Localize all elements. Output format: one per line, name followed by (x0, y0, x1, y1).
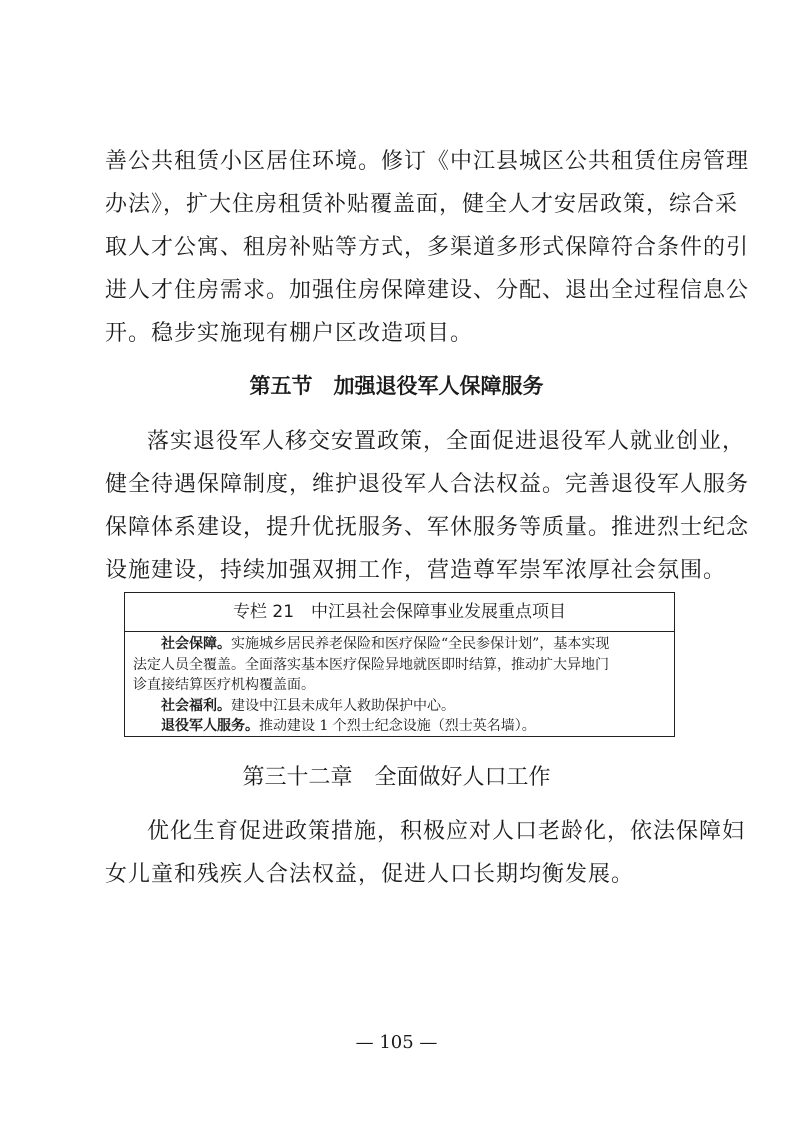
box-line (133, 716, 666, 737)
box-line: 诊直接结算医疗机构覆盖面。 (133, 677, 315, 693)
text-line: 保障体系建设，提升优抚服务、军休服务等质量。推进烈士纪念 (105, 515, 750, 540)
section-heading: 第五节 加强退役军人保障服务 (249, 374, 544, 398)
text-line: 落实退役军人移交安置政策，全面促进退役军人就业创业， (147, 429, 746, 454)
box-line: 法定人员全覆盖。全面落实基本医疗保险异地就医即时结算，推动扩大异地门 (133, 656, 609, 673)
text-line: 女儿童和残疾人合法权益，促进人口长期均衡发展。 (105, 862, 635, 887)
box-line (133, 634, 666, 655)
feature-box (124, 592, 675, 737)
intro-paragraph (105, 140, 750, 355)
box-item-text: 建设中江县未成年人救助保护中心。 (231, 697, 455, 714)
chapter-heading: 第三十二章 全面做好人口工作 (242, 765, 551, 790)
section-paragraph (105, 420, 750, 592)
box-title: 专栏 21 中江县社会保障事业发展重点项目 (125, 593, 674, 632)
text-line: 取人才公寓、租房补贴等方式，多渠道多形式保障符合条件的引 (105, 235, 750, 260)
text-line: 开。稳步实施现有棚户区改造项目。 (105, 321, 474, 346)
box-item-text: 推动建设 1 个烈士纪念设施（烈士英名墙）。 (259, 718, 536, 734)
chapter-paragraph (105, 810, 746, 896)
text-line: 健全待遇保障制度，维护退役军人合法权益。完善退役军人服务 (105, 472, 750, 497)
page-number: — 105 — (355, 1032, 438, 1053)
box-body (125, 632, 674, 737)
box-item-text: 实施城乡居民养老保险和医疗保险“全民参保计划”，基本实现 (231, 636, 610, 652)
text-line: 善公共租赁小区居住环境。修订《中江县城区公共租赁住房管理 (105, 149, 750, 174)
text-line: 进人才住房需求。加强住房保障建设、分配、退出全过程信息公 (105, 278, 750, 303)
text-line: 设施建设，持续加强双拥工作，营造尊军崇军浓厚社会氛围。 (105, 558, 727, 583)
box-item-label: 社会福利。 (161, 697, 231, 714)
box-item-label: 社会保障。 (161, 636, 231, 652)
text-line: 优化生育促进政策措施，积极应对人口老龄化，依法保障妇 (147, 819, 746, 844)
text-line: 办法》，扩大住房租赁补贴覆盖面，健全人才安居政策，综合采 (105, 192, 739, 217)
box-line (133, 696, 666, 717)
box-item-label: 退役军人服务。 (161, 718, 259, 734)
